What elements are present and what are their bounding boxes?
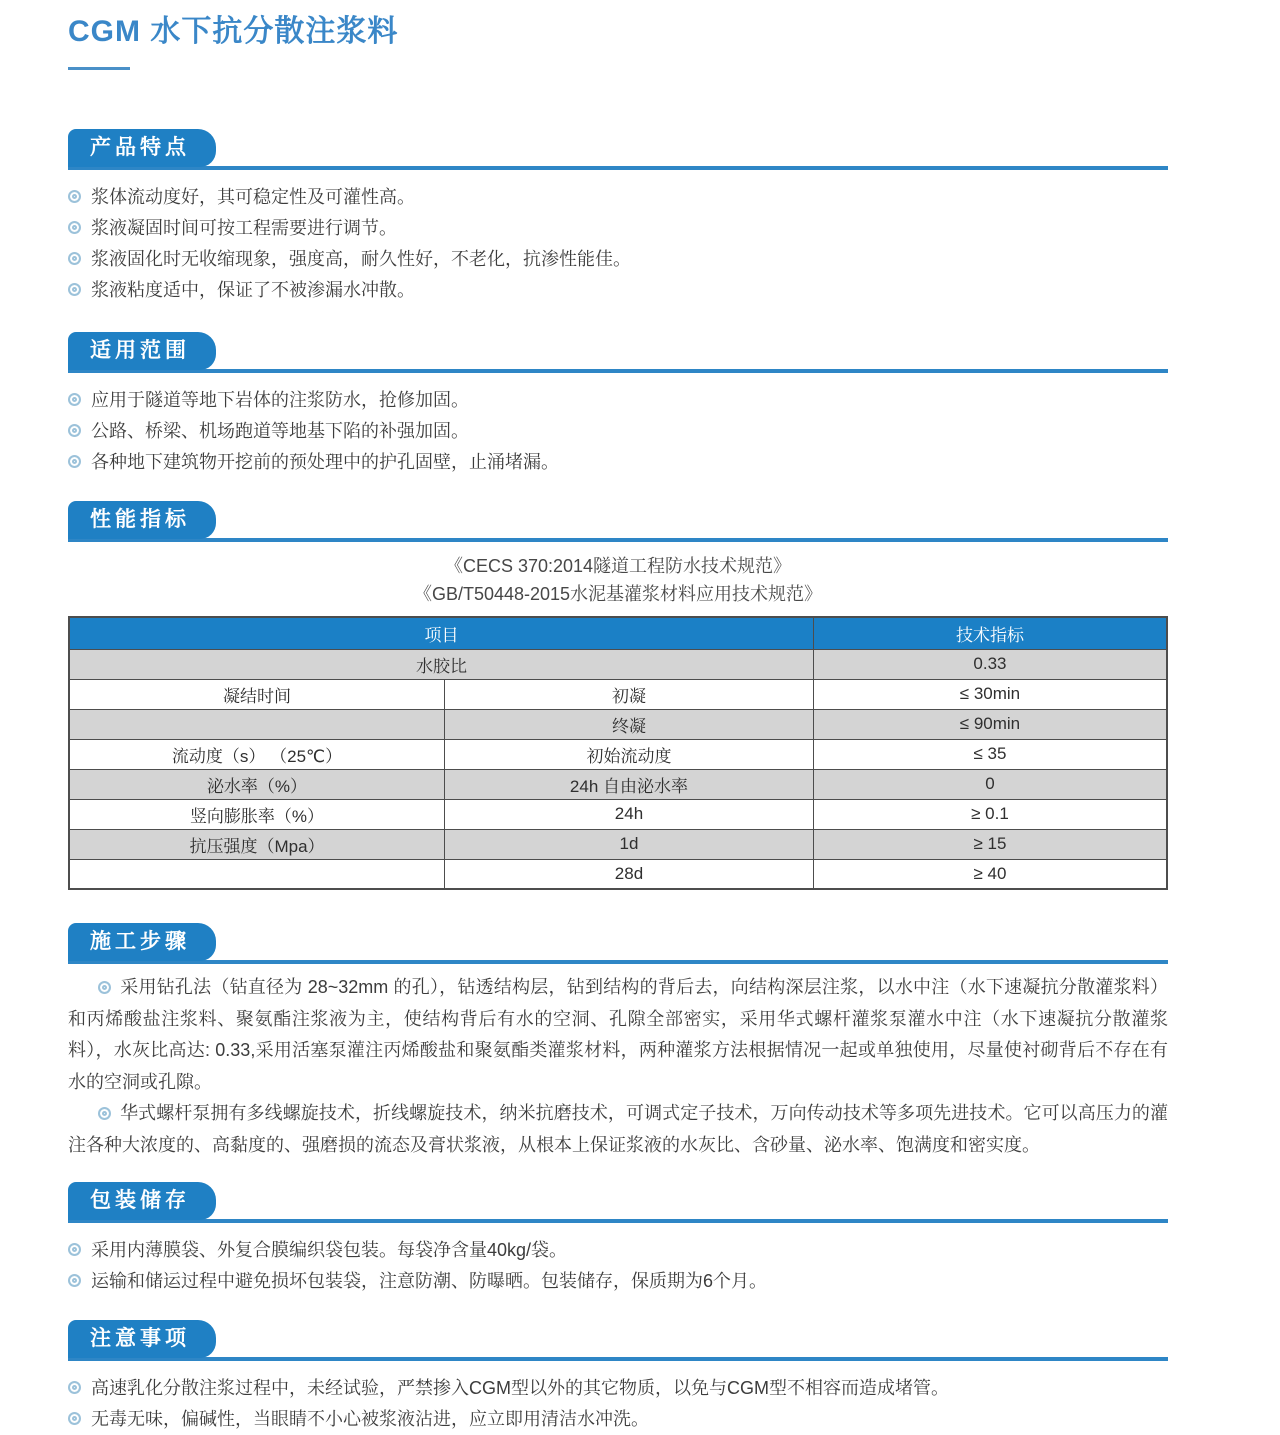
bullet-ring-icon [68, 190, 81, 203]
table-row [69, 799, 1167, 829]
section-tab-performance: 性能指标 [68, 501, 216, 539]
bullet-ring-icon [68, 393, 81, 406]
paragraph [68, 1098, 1168, 1161]
bullet-ring-icon [98, 1107, 111, 1120]
table-cell [69, 709, 445, 739]
list-item [68, 416, 1168, 447]
list-item [68, 1235, 1168, 1266]
bullet-ring-icon [98, 981, 111, 994]
section-header-notes [68, 1319, 1168, 1361]
section-tab-steps: 施工步骤 [68, 923, 216, 961]
section-header-scope [68, 331, 1168, 373]
table-cell: ≤ 90min [813, 709, 1167, 739]
bullet-text: 高速乳化分散注浆过程中，未经试验，严禁掺入CGM型以外的其它物质，以免与CGM型不相容而造成堵管。 [91, 1378, 949, 1398]
list-item [68, 385, 1168, 416]
table-cell: ≥ 0.1 [813, 799, 1167, 829]
bullet-text: 浆液固化时无收缩现象，强度高，耐久性好，不老化，抗渗性能佳。 [91, 249, 631, 269]
table-cell: 泌水率（%） [69, 769, 445, 799]
bullet-ring-icon [68, 252, 81, 265]
bullet-text: 运输和储运过程中避免损坏包装袋，注意防潮、防曝晒。包装储存，保质期为6个月。 [91, 1271, 768, 1291]
table-cell: 初始流动度 [445, 739, 814, 769]
performance-spec-table [68, 616, 1168, 890]
bullet-text: 浆液凝固时间可按工程需要进行调节。 [91, 218, 397, 238]
bullet-ring-icon [68, 455, 81, 468]
paragraph-text: 采用钻孔法（钻直径为 28~32mm 的孔），钻透结构层，钻到结构的背后去，向结构深层注浆，以水中注（水下速凝抗分散灌浆料）和丙烯酸盐注浆料、聚氨酯注浆液为主，使结构背后有水的空洞、孔隙全部密实，采用华式螺杆灌浆泵灌水中注（水下速凝抗分散灌浆料），水灰比高达: 0.33,采用活塞泵灌注丙烯酸盐和聚氨酯类灌浆材料，两种灌浆方法根据情况一起或单独使用，尽量使衬砌背后不存在有水的空洞或孔隙。 [68, 977, 1168, 1092]
bullet-text: 无毒无味，偏碱性，当眼睛不小心被浆液沾进，应立即用清洁水冲洗。 [91, 1409, 649, 1429]
section-tab-notes: 注意事项 [68, 1320, 216, 1358]
bullet-ring-icon [68, 424, 81, 437]
table-cell: 28d [445, 859, 814, 889]
bullet-ring-icon [68, 221, 81, 234]
list-item [68, 213, 1168, 244]
steps-paragraphs [68, 972, 1168, 1161]
section-tab-features: 产品特点 [68, 129, 216, 167]
table-cell: ≤ 30min [813, 679, 1167, 709]
standard-reference: 《GB/T50448-2015水泥基灌浆材料应用技术规范》 [413, 584, 823, 604]
table-cell: 初凝 [445, 679, 814, 709]
table-cell: 竖向膨胀率（%） [69, 799, 445, 829]
list-item [68, 1266, 1168, 1297]
bullet-text: 各种地下建筑物开挖前的预处理中的护孔固壁，止涌堵漏。 [91, 452, 559, 472]
table-cell: 流动度（s） （25℃） [69, 739, 445, 769]
table-row [69, 739, 1167, 769]
bullet-ring-icon [68, 1381, 81, 1394]
table-cell [69, 859, 445, 889]
section-header-performance [68, 500, 1168, 542]
bullet-ring-icon [68, 1274, 81, 1287]
features-list [68, 182, 1168, 306]
bullet-text: 应用于隧道等地下岩体的注浆防水，抢修加固。 [91, 390, 469, 410]
paragraph [68, 972, 1168, 1098]
section-header-steps [68, 922, 1168, 964]
table-row [69, 709, 1167, 739]
bullet-text: 采用内薄膜袋、外复合膜编织袋包装。每袋净含量40kg/袋。 [91, 1240, 568, 1260]
standard-reference: 《CECS 370:2014隧道工程防水技术规范》 [444, 556, 792, 576]
scope-list [68, 385, 1168, 478]
table-cell: 1d [445, 829, 814, 859]
bullet-text: 浆体流动度好，其可稳定性及可灌性高。 [91, 187, 415, 207]
bullet-text: 公路、桥梁、机场跑道等地基下陷的补强加固。 [91, 421, 469, 441]
table-cell: 抗压强度（Mpa） [69, 829, 445, 859]
table-header-item: 项目 [69, 617, 813, 649]
table-header-spec: 技术指标 [813, 617, 1167, 649]
list-item [68, 182, 1168, 213]
section-tab-scope: 适用范围 [68, 332, 216, 370]
table-row [69, 679, 1167, 709]
standards-references [68, 552, 1168, 608]
title-underline [68, 67, 130, 70]
bullet-ring-icon [68, 1243, 81, 1256]
section-header-storage [68, 1181, 1168, 1223]
paragraph-text: 华式螺杆泵拥有多线螺旋技术，折线螺旋技术，纳米抗磨技术，可调式定子技术，万向传动技术等多项先进技术。它可以高压力的灌注各种大浓度的、高黏度的、强磨损的流态及膏状浆液，从根本上保证浆液的水灰比、含砂量、泌水率、饱满度和密实度。 [68, 1103, 1168, 1155]
list-item [68, 1404, 1168, 1435]
table-cell: 24h 自由泌水率 [445, 769, 814, 799]
table-header-row [69, 617, 1167, 649]
table-cell: ≥ 40 [813, 859, 1167, 889]
table-cell: 水胶比 [69, 649, 813, 679]
table-cell: ≥ 15 [813, 829, 1167, 859]
storage-list [68, 1235, 1168, 1297]
table-row [69, 769, 1167, 799]
table-cell: ≤ 35 [813, 739, 1167, 769]
table-cell: 24h [445, 799, 814, 829]
bullet-ring-icon [68, 1412, 81, 1425]
list-item [68, 244, 1168, 275]
table-cell: 0 [813, 769, 1167, 799]
list-item [68, 1373, 1168, 1404]
section-tab-storage: 包装储存 [68, 1182, 216, 1220]
table-row [69, 829, 1167, 859]
section-header-features [68, 128, 1168, 170]
list-item [68, 447, 1168, 478]
bullet-text: 浆液粘度适中，保证了不被渗漏水冲散。 [91, 280, 415, 300]
page-title: CGM 水下抗分散注浆料 [68, 15, 399, 48]
document-page [68, 0, 1168, 1435]
table-row [69, 649, 1167, 679]
table-cell: 0.33 [813, 649, 1167, 679]
notes-list [68, 1373, 1168, 1435]
table-row [69, 859, 1167, 889]
list-item [68, 275, 1168, 306]
bullet-ring-icon [68, 283, 81, 296]
table-cell: 凝结时间 [69, 679, 445, 709]
table-cell: 终凝 [445, 709, 814, 739]
